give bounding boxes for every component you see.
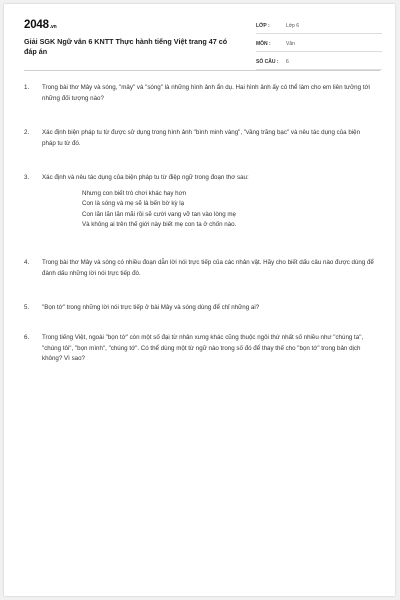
site-logo[interactable] (24, 19, 56, 31)
meta-info (256, 19, 382, 73)
question-3 (24, 173, 374, 231)
poem-line: Con lăn lăn lăn mãi rồi sẽ cười vang vỡ tan vào lòng mẹ (82, 210, 236, 218)
question-text: Xác định và nêu tác dụng của biện pháp tu từ điệp ngữ trong đoạn thơ sau: (42, 174, 249, 181)
logo-text: 2048 (24, 19, 49, 31)
meta-value: Văn (286, 41, 295, 47)
meta-value: Lớp 6 (286, 23, 300, 29)
question-text: Trong bài thơ Mây và sóng có nhiều đoạn dẫn lời nói trực tiếp của các nhân vật. Hãy cho biết dấu câu nào được dùng để đánh dấu những lời nói trực tiếp đó. (42, 259, 374, 277)
question-6 (24, 333, 374, 365)
question-number: 4. (24, 259, 30, 266)
question-number: 2. (24, 129, 30, 136)
question-2 (24, 128, 374, 149)
meta-row-count (256, 55, 382, 70)
poem-line: Và không ai trên thế giới này biết mẹ con ta ở chốn nào. (82, 221, 237, 228)
meta-label: LỚP : (256, 23, 270, 29)
logo-tld: .vn (49, 24, 57, 30)
poem-line: Nhưng con biết trò chơi khác hay hơn (82, 189, 187, 197)
question-number: 6. (24, 334, 30, 341)
meta-row-subject (256, 37, 382, 52)
question-number: 1. (24, 84, 30, 91)
question-text: "Bọn tớ" trong những lời nói trực tiếp ở bài Mây và sóng dùng để chỉ những ai? (42, 304, 260, 311)
question-4 (24, 258, 374, 279)
meta-label: MÔN : (256, 41, 271, 47)
question-text: Xác định biện pháp tu từ được sử dụng trong hình ảnh "bình minh vàng", "vầng trăng bạc" và nêu tác dụng của biện pháp tu từ đó. (42, 129, 361, 147)
question-number: 3. (24, 174, 30, 181)
question-text: Trong bài thơ Mây và sóng, "mây" và "sóng" là những hình ảnh ẩn dụ. Hai hình ảnh ấy có thể làm cho em liên tưởng tới những đối tượng nào? (42, 84, 370, 102)
question-1 (24, 83, 374, 104)
meta-row-grade (256, 19, 382, 34)
poem-line: Con là sóng và mẹ sẽ là bến bờ kỳ lạ (82, 200, 185, 207)
document-title: Giải SGK Ngữ văn 6 KNTT Thực hành tiếng Việt trang 47 có đáp án (24, 37, 228, 56)
meta-label: SỐ CÂU : (256, 59, 279, 65)
question-text: Trong tiếng Việt, ngoài "bọn tớ" còn một số đại từ nhân xưng khác cũng thuộc ngôi thứ nhất số nhiều như "chúng ta", "chúng tôi", "bọn mình", "chúng tớ". Có thể dùng một từ ngữ nào trong số đó để thay thế cho "bọn tớ" trong bản dịch không? Vì sao? (42, 334, 364, 362)
meta-value: 6 (286, 59, 289, 65)
question-5 (24, 303, 374, 314)
header-divider (24, 70, 380, 71)
document-page (4, 4, 395, 596)
question-number: 5. (24, 304, 30, 311)
poem-excerpt (82, 189, 374, 231)
